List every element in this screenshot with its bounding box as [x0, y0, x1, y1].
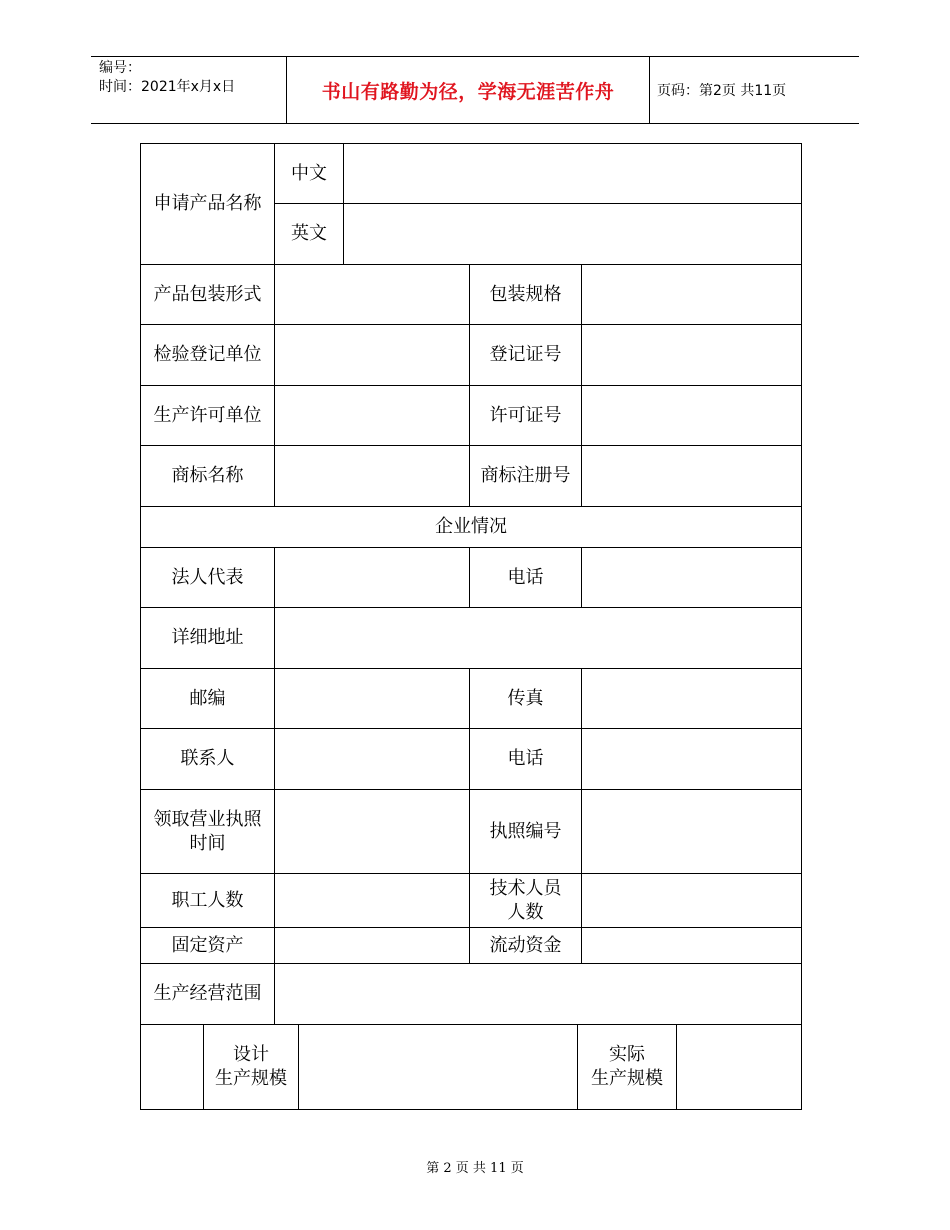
employees-field[interactable] [274, 873, 470, 928]
enterprise-section-heading: 企业情况 [140, 506, 802, 548]
design-scale-field[interactable] [298, 1024, 578, 1110]
legal-rep-label: 法人代表 [140, 547, 275, 608]
scale-blank-cell [140, 1024, 204, 1110]
design-scale-label: 设计 生产规模 [203, 1024, 299, 1110]
contact-phone-field[interactable] [581, 728, 802, 790]
registration-no-label: 登记证号 [469, 324, 582, 386]
phone-label: 电话 [469, 547, 582, 608]
inspection-unit-field[interactable] [274, 324, 470, 386]
packaging-form-field[interactable] [274, 264, 470, 325]
business-scope-label: 生产经营范围 [140, 963, 275, 1025]
packaging-form-label: 产品包装形式 [140, 264, 275, 325]
fixed-assets-field[interactable] [274, 927, 470, 964]
contact-label: 联系人 [140, 728, 275, 790]
chinese-name-field[interactable] [343, 143, 802, 204]
license-time-label: 领取营业执照 时间 [140, 789, 275, 874]
license-unit-field[interactable] [274, 385, 470, 446]
legal-rep-field[interactable] [274, 547, 470, 608]
contact-field[interactable] [274, 728, 470, 790]
packaging-spec-label: 包装规格 [469, 264, 582, 325]
header-meta [99, 59, 235, 97]
actual-scale-field[interactable] [676, 1024, 802, 1110]
phone-field[interactable] [581, 547, 802, 608]
fixed-assets-label: 固定资产 [140, 927, 275, 964]
license-unit-label: 生产许可单位 [140, 385, 275, 446]
business-scope-field[interactable] [274, 963, 802, 1025]
document-time-label: 时间：2021年x月x日 [99, 79, 236, 95]
english-name-field[interactable] [343, 203, 802, 265]
fax-label: 传真 [469, 668, 582, 729]
page-footer: 第 2 页 共 11 页 [426, 1161, 524, 1176]
working-capital-label: 流动资金 [469, 927, 582, 964]
header-page-info: 页码：第2页 共11页 [657, 83, 787, 99]
chinese-name-label: 中文 [274, 143, 344, 204]
address-field[interactable] [274, 607, 802, 669]
license-number-field[interactable] [581, 789, 802, 874]
header-divider [649, 57, 650, 123]
registration-no-field[interactable] [581, 324, 802, 386]
trademark-reg-label: 商标注册号 [469, 445, 582, 507]
tech-staff-label: 技术人员 人数 [469, 873, 582, 928]
page-header [91, 56, 859, 124]
application-form [140, 143, 802, 1110]
product-name-label: 申请产品名称 [140, 143, 275, 265]
license-time-field[interactable] [274, 789, 470, 874]
postcode-field[interactable] [274, 668, 470, 729]
address-label: 详细地址 [140, 607, 275, 669]
tech-staff-field[interactable] [581, 873, 802, 928]
license-number-label: 执照编号 [469, 789, 582, 874]
employees-label: 职工人数 [140, 873, 275, 928]
actual-scale-label: 实际 生产规模 [577, 1024, 677, 1110]
fax-field[interactable] [581, 668, 802, 729]
postcode-label: 邮编 [140, 668, 275, 729]
license-no-field[interactable] [581, 385, 802, 446]
inspection-unit-label: 检验登记单位 [140, 324, 275, 386]
license-no-label: 许可证号 [469, 385, 582, 446]
packaging-spec-field[interactable] [581, 264, 802, 325]
header-motto: 书山有路勤为径，学海无涯苦作舟 [321, 80, 615, 103]
trademark-name-field[interactable] [274, 445, 470, 507]
trademark-reg-field[interactable] [581, 445, 802, 507]
contact-phone-label: 电话 [469, 728, 582, 790]
document-number-label: 编号： [99, 60, 141, 76]
trademark-name-label: 商标名称 [140, 445, 275, 507]
working-capital-field[interactable] [581, 927, 802, 964]
english-name-label: 英文 [274, 203, 344, 265]
